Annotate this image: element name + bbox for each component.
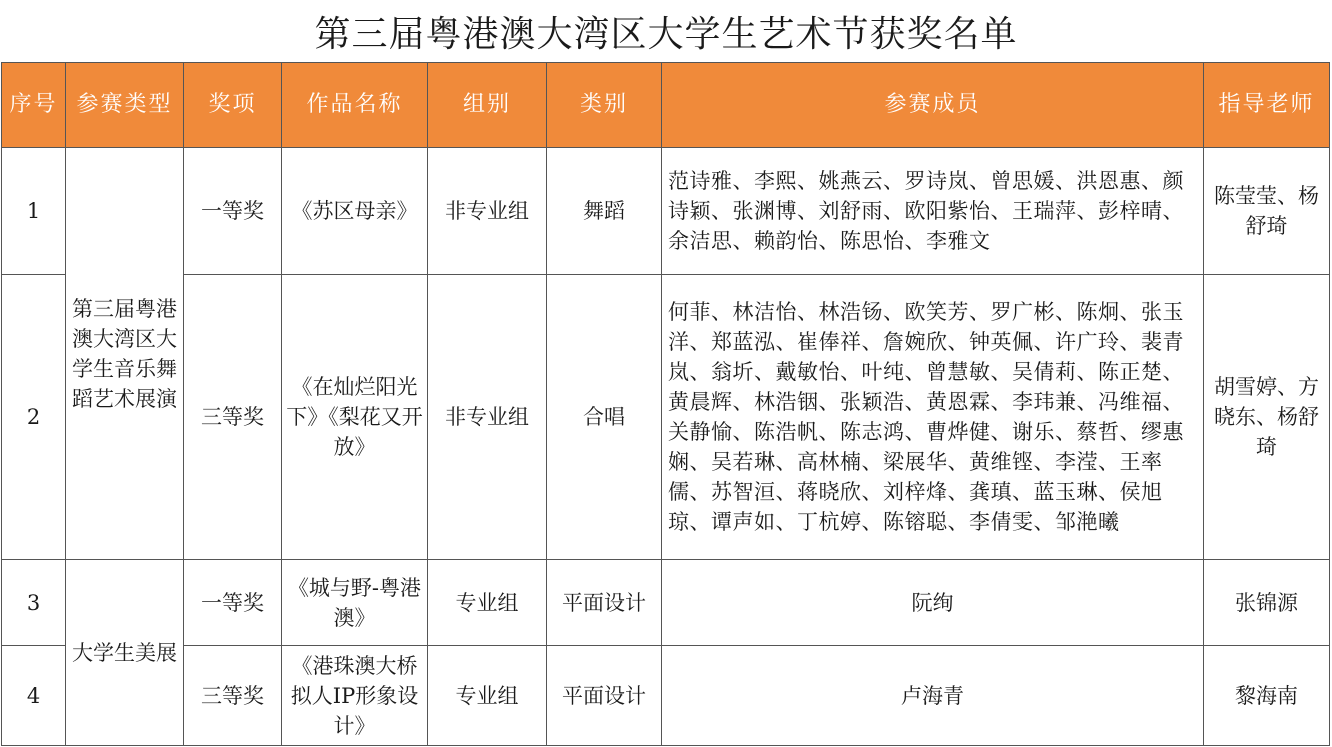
row-group: 非专业组 <box>428 275 547 560</box>
row-members: 卢海青 <box>662 646 1204 746</box>
row-type: 平面设计 <box>547 646 662 746</box>
header-work: 作品名称 <box>282 63 428 148</box>
header-type: 类别 <box>547 63 662 148</box>
header-category: 参赛类型 <box>66 63 184 148</box>
row-group: 非专业组 <box>428 148 547 275</box>
header-teacher: 指导老师 <box>1204 63 1330 148</box>
row-work: 《城与野-粤港澳》 <box>282 560 428 646</box>
row-no: 2 <box>2 275 66 560</box>
header-no: 序号 <box>2 63 66 148</box>
row-type: 舞蹈 <box>547 148 662 275</box>
table-row <box>2 560 1330 646</box>
row-members: 何菲、林洁怡、林浩钖、欧笑芳、罗广彬、陈炯、张玉洋、郑蓝泓、崔俸祥、詹婉欣、钟英佩、许广玲、裴青岚、翁圻、戴敏怡、叶纯、曾慧敏、吴倩莉、陈正楚、黄晨辉、林浩铟、张颖浩、黄恩霖、李玮兼、冯维福、关静愉、陈浩帆、陈志鸿、曹烨健、谢乐、蔡哲、缪惠娴、吴若琳、高林楠、梁展华、黄维铿、李滢、王率儒、苏智洹、蒋晓欣、刘梓烽、龚瑱、蓝玉琳、侯旭琼、谭声如、丁杭婷、陈镕聪、李倩雯、邹滟曦 <box>662 275 1204 560</box>
table-row <box>2 646 1330 746</box>
row-award: 三等奖 <box>184 646 282 746</box>
page-title: 第三届粤港澳大湾区大学生艺术节获奖名单 <box>314 13 1018 55</box>
row-teacher: 胡雪婷、方晓东、杨舒琦 <box>1204 275 1330 560</box>
row-members: 阮绚 <box>662 560 1204 646</box>
row-work: 《在灿烂阳光下》《梨花又开放》 <box>282 275 428 560</box>
row-members: 范诗雅、李熙、姚燕云、罗诗岚、曾思媛、洪恩惠、颜诗颖、张渊博、刘舒雨、欧阳紫怡、王瑞萍、彭梓晴、余洁思、赖韵怡、陈思怡、李雅文 <box>662 148 1204 275</box>
award-table <box>1 62 1330 746</box>
row-award: 一等奖 <box>184 148 282 275</box>
header-row <box>2 63 1330 148</box>
row-award: 三等奖 <box>184 275 282 560</box>
row-type: 合唱 <box>547 275 662 560</box>
row-work: 《港珠澳大桥拟人IP形象设计》 <box>282 646 428 746</box>
table-row <box>2 275 1330 560</box>
row-teacher: 黎海南 <box>1204 646 1330 746</box>
row-teacher: 陈莹莹、杨舒琦 <box>1204 148 1330 275</box>
header-members: 参赛成员 <box>662 63 1204 148</box>
row-teacher: 张锦源 <box>1204 560 1330 646</box>
row-work: 《苏区母亲》 <box>282 148 428 275</box>
table-row <box>2 148 1330 275</box>
row-no: 4 <box>2 646 66 746</box>
row-no: 3 <box>2 560 66 646</box>
row-group: 专业组 <box>428 646 547 746</box>
row-no: 1 <box>2 148 66 275</box>
row-group: 专业组 <box>428 560 547 646</box>
header-award: 奖项 <box>184 63 282 148</box>
header-group: 组别 <box>428 63 547 148</box>
row-award: 一等奖 <box>184 560 282 646</box>
category-cell: 第三届粤港澳大湾区大学生音乐舞蹈艺术展演 <box>66 148 184 560</box>
row-type: 平面设计 <box>547 560 662 646</box>
category-cell: 大学生美展 <box>66 560 184 746</box>
